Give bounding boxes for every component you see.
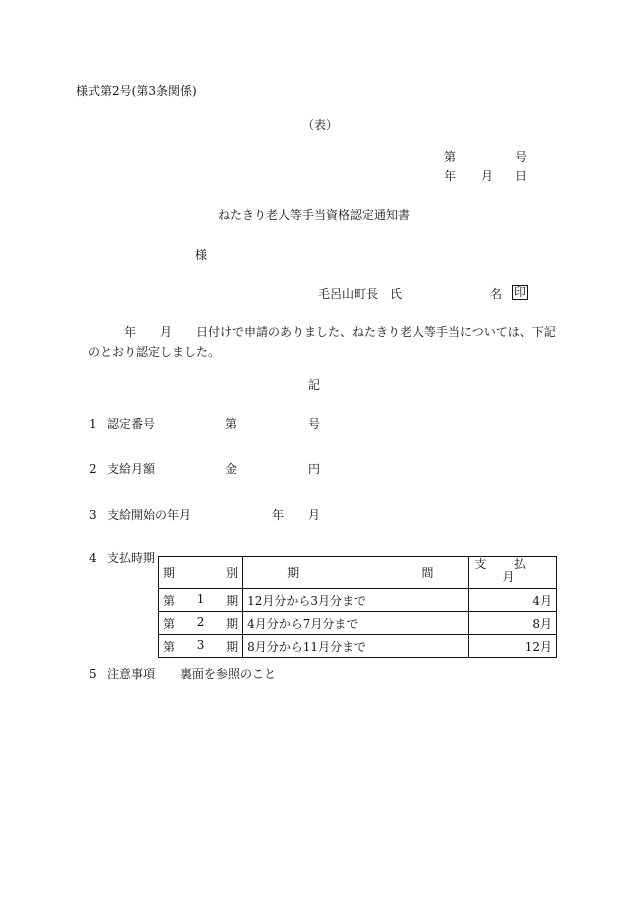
item1-number: 1: [89, 417, 97, 431]
item3-label: 支給開始の年月: [107, 508, 192, 522]
issuer-name: 毛呂山町長 氏: [318, 287, 403, 301]
document-title: ねたきり老人等手当資格認定通知書: [218, 208, 411, 222]
period-range: 4月分から7月分まで: [243, 612, 468, 635]
form-label: 様式第2号(第3条関係): [76, 84, 197, 98]
header-payment-month: 支 払 月: [468, 557, 556, 589]
header-period: 期 間: [243, 557, 468, 589]
number-go: 号: [515, 150, 528, 164]
body-year: 年: [124, 325, 137, 339]
ki-heading: 記: [308, 378, 321, 392]
period-label: 第 1 期: [159, 589, 243, 612]
item3-number: 3: [89, 508, 97, 522]
item5-number: 5: [89, 667, 97, 681]
body-line2: のとおり認定しました。: [88, 345, 221, 359]
payment-month: 4月: [468, 589, 556, 612]
table-row: [159, 635, 557, 658]
seal-mark: 印: [514, 285, 527, 299]
table-row: [159, 589, 557, 612]
issuer-name2: 名: [490, 287, 503, 301]
payment-month: 8月: [468, 612, 556, 635]
item3-month: 月: [308, 508, 321, 522]
body-line1: 日付けで申請のありました、ねたきり老人等手当については、下記: [196, 325, 556, 339]
item4-number: 4: [89, 551, 97, 565]
number-dai: 第: [444, 150, 457, 164]
payment-month: 12月: [468, 635, 556, 658]
side-label: （表）: [302, 118, 339, 132]
period-label: 第 2 期: [159, 612, 243, 635]
addressee-suffix: 様: [195, 248, 208, 262]
date-month: 月: [481, 169, 494, 183]
body-month: 月: [160, 325, 173, 339]
period-range: 8月分から11月分まで: [243, 635, 468, 658]
header-period-type: 期 別: [159, 557, 243, 589]
item2-yen: 円: [308, 462, 321, 476]
item2-number: 2: [89, 462, 97, 476]
item1-dai: 第: [225, 417, 238, 431]
item1-go: 号: [308, 417, 321, 431]
item3-year: 年: [272, 508, 285, 522]
item1-label: 認定番号: [107, 417, 156, 431]
table-header-row: [159, 557, 557, 589]
period-label: 第 3 期: [159, 635, 243, 658]
item2-kin: 金: [225, 462, 238, 476]
item4-label: 支払時期: [107, 551, 156, 565]
date-year: 年: [444, 169, 457, 183]
date-day: 日: [515, 169, 528, 183]
table-row: [159, 612, 557, 635]
period-range: 12月分から3月分まで: [243, 589, 468, 612]
item5-label: 注意事項: [107, 667, 156, 681]
item2-label: 支給月額: [107, 462, 156, 476]
payment-schedule-table: [158, 556, 557, 658]
item5-value: 裏面を参照のこと: [180, 667, 277, 681]
